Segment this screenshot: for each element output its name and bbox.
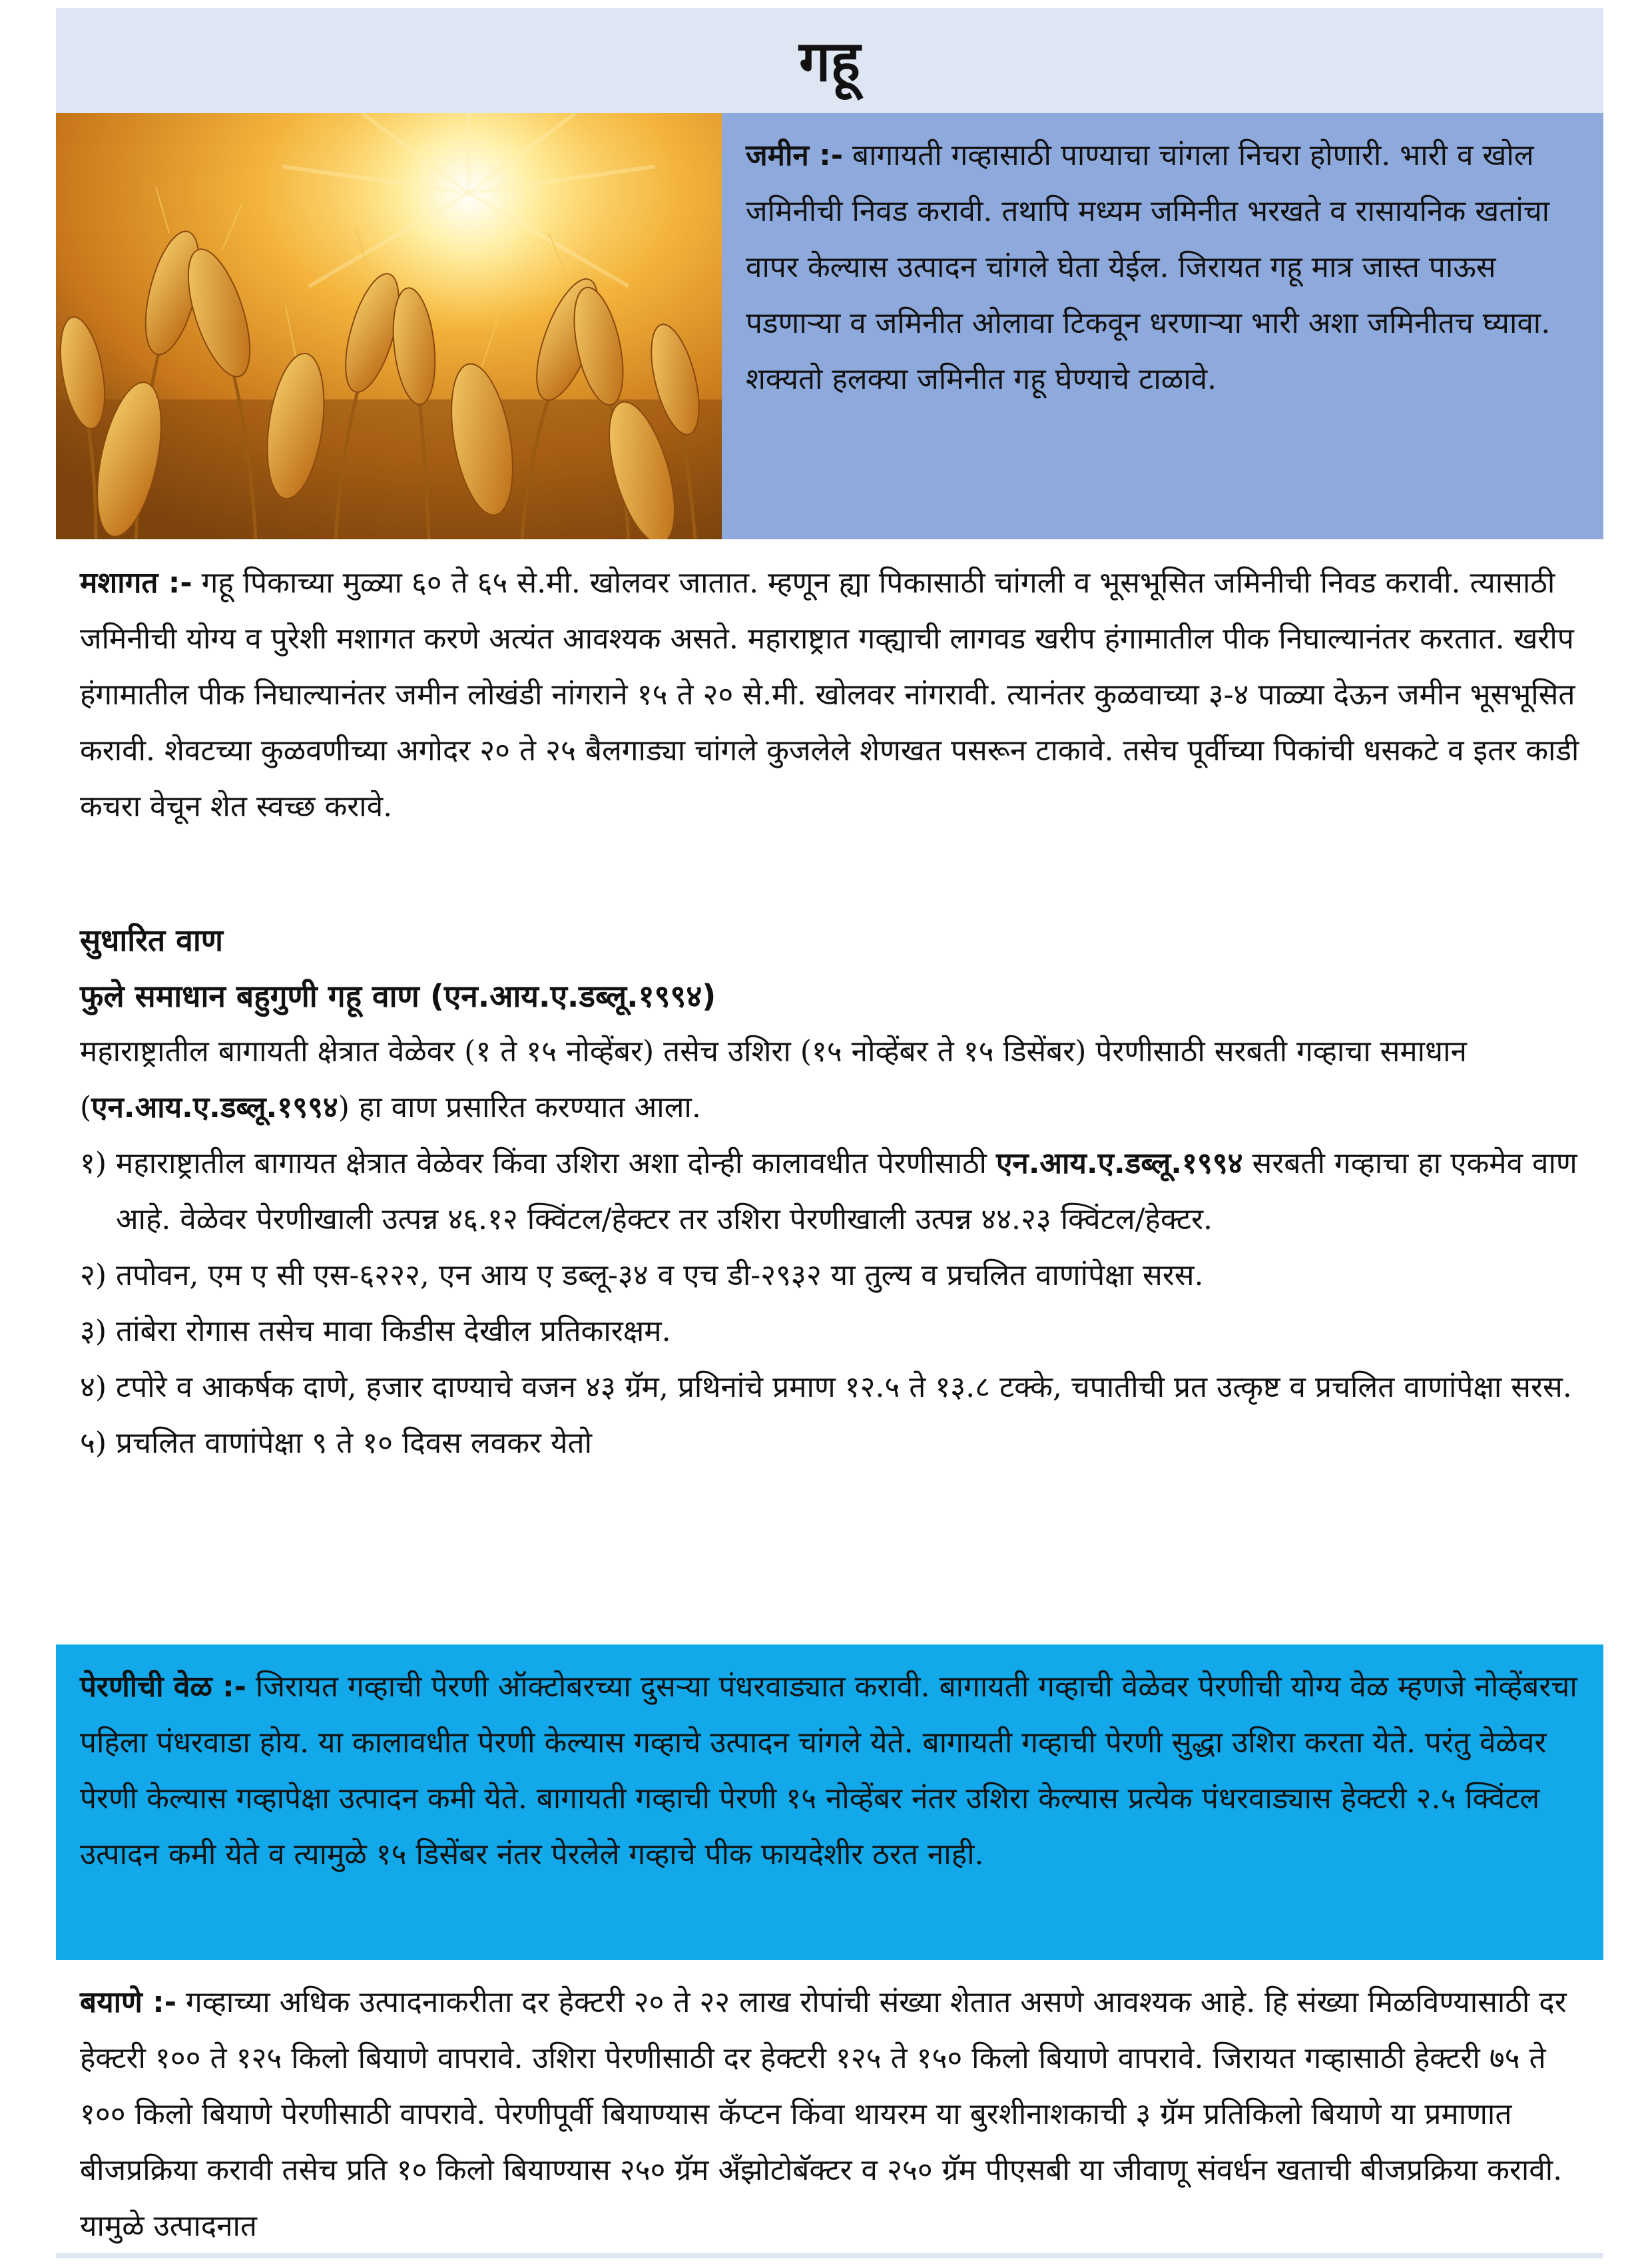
list-number: ५) [80,1426,117,1460]
variety-intro-end: ) हा वाण प्रसारित करण्यात आला. [338,1091,701,1125]
land-paragraph [746,128,1579,407]
list-item [80,1415,1579,1471]
list-number: ४) [80,1370,117,1404]
variety-code: एन.आय.ए.डब्लू.१९९४ [995,1146,1243,1180]
sowing-paragraph [80,1659,1579,1883]
page-title: गहू [799,29,860,94]
variety-intro-text: महाराष्ट्रातील बागायती क्षेत्रात वेळेवर (१ ते १५ नोव्हेंबर) तसेच उशिरा (१५ नोव्हेंबर ते १५ डिसेंबर) पेरणीसाठी सरबती गव्हाचा समाधान ( [80,1035,1467,1125]
variety-subheading: फुले समाधान बहुगुणी गहू वाण (एन.आय.ए.डब्लू.१९९४) [80,978,716,1014]
list-item [80,1248,1579,1304]
document-page [56,8,1603,2258]
land-section [722,113,1603,539]
list-text: टपोरे व आकर्षक दाणे, हजार दाण्याचे वजन ४३ ग्रॅम, प्रथिनांचे प्रमाण १२.५ ते १३.८ टक्के, चपातीची प्रत उत्कृष्ट व प्रचलित वाणांपेक्षा सरस. [116,1370,1572,1404]
wheat-sunburst-image [56,113,722,539]
list-item [80,1360,1579,1415]
list-number: २) [80,1258,117,1292]
land-label: जमीन :- [746,138,843,172]
list-text: तपोवन, एम ए सी एस-६२२२, एन आय ए डब्लू-३४ व एच डी-२९३२ या तुल्य व प्रचलित वाणांपेक्षा सरस. [116,1258,1204,1292]
variety-code: एन.आय.ए.डब्लू.१९९४ [91,1091,338,1125]
list-text [116,1136,1579,1248]
seed-text: गव्हाच्या अधिक उत्पादनाकरीता दर हेक्टरी २० ते २२ लाख रोपांची संख्या शेतात असणे आवश्यक आहे. हि संख्या मिळविण्यासाठी दर हेक्टरी १०० ते १२५ किलो बियाणे वापरावे. उशिरा पेरणीसाठी दर हेक्टरी १२५ ते १५० किलो बियाणे वापरावे. जिरायत गव्हासाठी हेक्टरी ७५ ते १०० किलो बियाणे पेरणीसाठी वापरावे. पेरणीपूर्वी बियाण्यास कॅप्टन किंवा थायरम या बुरशीनाशकाची ३ ग्रॅम प्रतिकिलो बियाणे या प्रमाणात बीजप्रक्रिया करावी तसेच प्रति १० किलो बियाण्यास २५० ग्रॅम अँझोटोबॅक्टर व २५० ग्रॅम पीएसबी या जीवाणू संवर्धन खताची बीजप्रक्रिया करावी. यामुळे उत्पादनात [80,1985,1567,2243]
sowing-text: जिरायत गव्हाची पेरणी ऑक्टोबरच्या दुसऱ्या पंधरवाड्यात करावी. बागायती गव्हाची वेळेवर पेरणीची योग्य वेळ म्हणजे नोव्हेंबरचा पहिला पंधरवाडा होय. या कालावधीत पेरणी केल्यास गव्हाचे उत्पादन चांगले येते. बागायती गव्हाची पेरणी सुद्धा उशिरा करता येते. परंतु वेळेवर पेरणी केल्यास गव्हापेक्षा उत्पादन कमी येते. बागायती गव्हाची पेरणी १५ नोव्हेंबर नंतर उशिरा केल्यास प्रत्येक पंधरवाड्यास हेक्टरी २.५ क्विंटल उत्पादन कमी येते व त्यामुळे १५ डिसेंबर नंतर पेरलेले गव्हाचे पीक फायदेशीर ठरत नाही. [80,1670,1577,1872]
list-number: १) [80,1146,117,1180]
sowing-time-section [56,1644,1603,1960]
sowing-label: पेरणीची वेळ :- [80,1670,246,1704]
list-text-part: महाराष्ट्रातील बागायत क्षेत्रात वेळेवर किंवा उशिरा अशा दोन्ही कालावधीत पेरणीसाठी [116,1146,996,1180]
tillage-label: मशागत :- [80,566,192,600]
list-item [80,1304,1579,1360]
varieties-heading: सुधारित वाण [80,922,224,958]
tillage-text: गहू पिकाच्या मुळ्या ६० ते ६५ से.मी. खोलवर जातात. म्हणून ह्या पिकासाठी चांगली व भूसभूसित जमिनीची निवड करावी. त्यासाठी जमिनीची योग्य व पुरेशी मशागत करणे अत्यंत आवश्यक असते. महाराष्ट्रात गव्ह्याची लागवड खरीप हंगामातील पीक निघाल्यानंतर करतात. खरीप हंगामातील पीक निघाल्यानंतर जमीन लोखंडी नांगराने १५ ते २० से.मी. खोलवर नांगरावी. त्यानंतर कुळवाच्या ३-४ पाळ्या देऊन जमीन भूसभूसित करावी. शेवटच्या कुळवणीच्या अगोदर २० ते २५ बैलगाड्या चांगले कुजलेले शेणखत पसरून टाकावे. तसेच पूर्वीच्या पिकांची धसकटे व इतर काडी कचरा वेचून शेत स्वच्छ करावे. [80,566,1579,824]
varieties-section [80,912,1579,1471]
tillage-section [80,555,1579,835]
seed-section [56,1960,1603,2253]
content-block [56,539,1603,1644]
wheat-illustration [56,113,722,539]
variety-intro [80,1024,1579,1136]
list-item [80,1136,1579,1248]
land-text: बागायती गव्हासाठी पाण्याचा चांगला निचरा होणारी. भारी व खोल जमिनीची निवड करावी. तथापि मध्यम जमिनीत भरखते व रासायनिक खतांचा वापर केल्यास उत्पादन चांगले घेता येईल. जिरायत गहू मात्र जास्त पाऊस पडणाऱ्या व जमिनीत ओलावा टिकवून धरणाऱ्या भारी अशा जमिनीतच घ्यावा. शक्यतो हलक्या जमिनीत गहू घेण्याचे टाळावे. [746,138,1551,396]
seed-paragraph [80,1975,1579,2254]
tillage-paragraph [80,555,1579,835]
seed-label: बयाणे :- [80,1985,177,2019]
list-text: तांबेरा रोगास तसेच मावा किडीस देखील प्रतिकारक्षम. [116,1314,671,1348]
list-text-part: सरबती गव्हाचा हा एकमेव वाण आहे. वेळेवर पेरणीखाली उत्पन्न ४६.१२ क्विंटल/हेक्टर तर उशिरा पेरणीखाली उत्पन्न ४४.२३ क्विंटल/हेक्टर. [116,1146,1577,1236]
list-text: प्रचलित वाणांपेक्षा ९ ते १० दिवस लवकर येतो [116,1426,593,1460]
list-number: ३) [80,1314,117,1348]
